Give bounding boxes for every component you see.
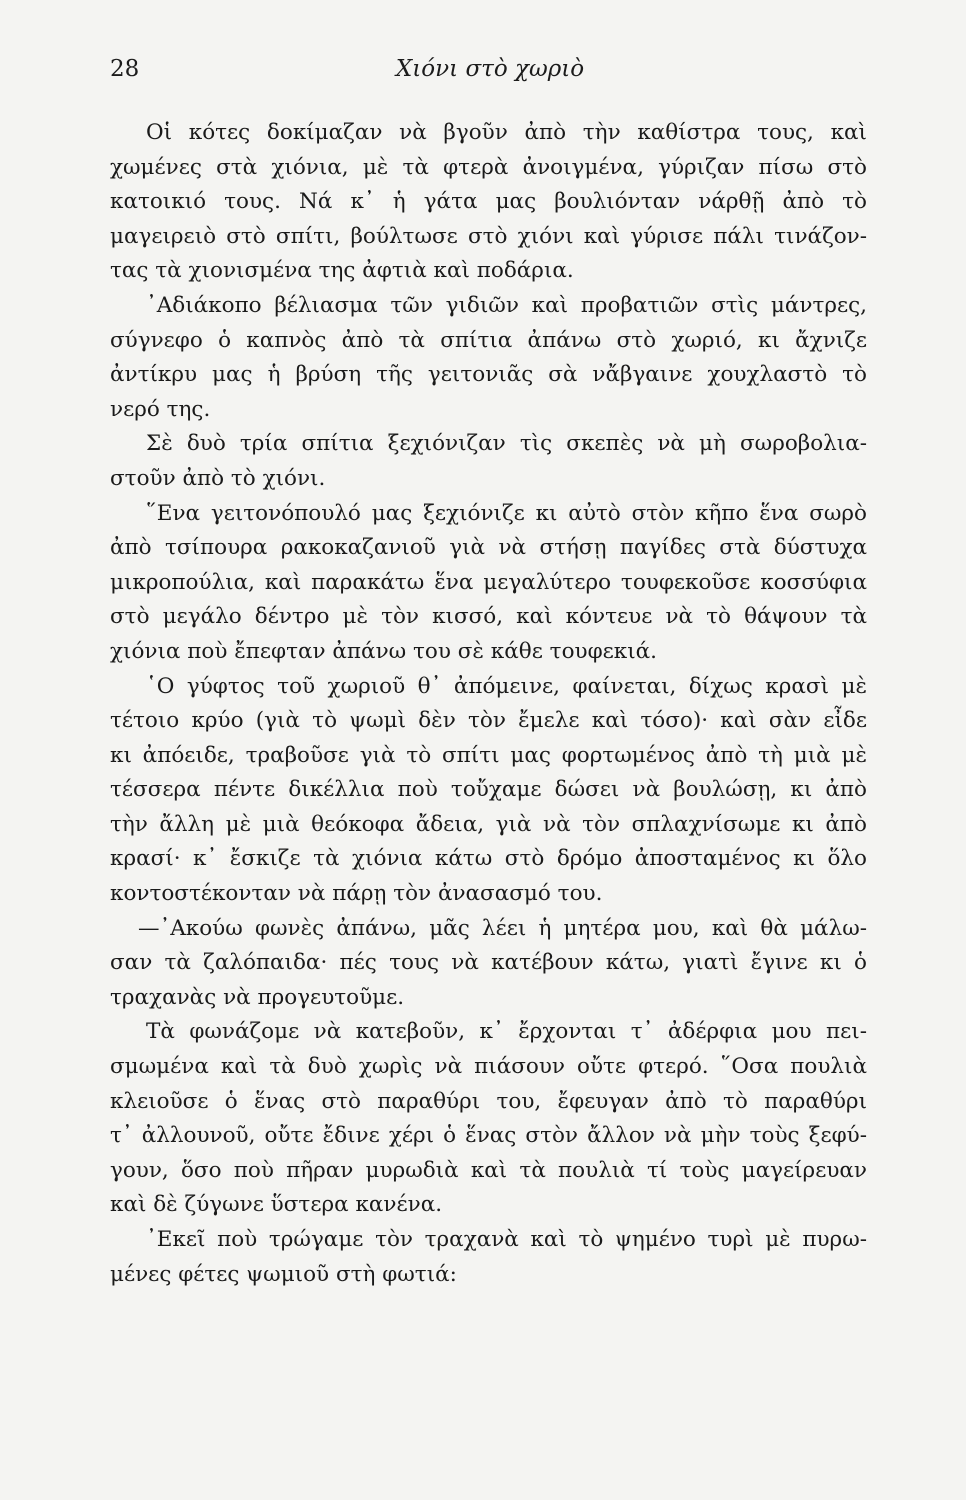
text-line: τ᾽ ἀλλουνοῦ, οὔτε ἔδινε χέρι ὁ ἕνας στὸν ἄλλον νὰ μὴν τοὺς ξεφύ- — [110, 1123, 867, 1149]
text-line: κατοικιό τους. Νά κ᾽ ἡ γάτα μας βουλιόνταν νάρθῇ ἀπὸ τὸ — [110, 189, 867, 215]
running-title: Χιόνι στὸ χωριὸ — [395, 56, 585, 82]
page-header — [110, 56, 870, 92]
text-line: σύγνεφο ὁ καπνὸς ἀπὸ τὰ σπίτια ἀπάνω στὸ χωριό, κι ἄχνιζε — [110, 327, 867, 353]
text-line: ἀπὸ τσίπουρα ρακοκαζανιοῦ γιὰ νὰ στήσῃ παγίδες στὰ δύστυχα — [110, 535, 867, 561]
text-line: γουν, ὅσο ποὺ πῆραν μυρωδιὰ καὶ τὰ πουλιὰ τί τοὺς μαγείρευαν — [110, 1157, 867, 1183]
text-line: κοντοστέκονταν νὰ πάρῃ τὸν ἀνασασμό του. — [110, 881, 603, 907]
text-line: χωμένες στὰ χιόνια, μὲ τὰ φτερὰ ἀνοιγμένα, γύριζαν πίσω στὸ — [110, 154, 867, 180]
text-line: κλειοῦσε ὁ ἕνας στὸ παραθύρι του, ἔφευγαν ἀπὸ τὸ παραθύρι — [110, 1088, 867, 1114]
text-line: ἀντίκρυ μας ἡ βρύση τῆς γειτονιᾶς σὰ νἄβγαινε χουχλαστὸ τὸ — [110, 362, 867, 388]
text-line: Οἱ κότες δοκίμαζαν νὰ βγοῦν ἀπὸ τὴν καθίστρα τους, καὶ — [146, 120, 867, 145]
text-line: τας τὰ χιονισμένα της ἀφτιὰ καὶ ποδάρια. — [110, 258, 574, 284]
page-number: 28 — [110, 56, 140, 82]
text-line: τέτοιο κρύο (γιὰ τὸ ψωμὶ δὲν τὸν ἔμελε καὶ τόσο)· καὶ σὰν εἶδε — [110, 708, 867, 734]
text-line: τέσσερα πέντε δικέλλια ποὺ τοὔχαμε δώσει νὰ βουλώσῃ, κι ἀπὸ — [110, 777, 867, 803]
text-line: ᾽Αδιάκοπο βέλιασμα τῶν γιδιῶν καὶ προβατιῶν στὶς μάντρες, — [146, 292, 867, 318]
text-line: ῞Ενα γειτονόπουλό μας ξεχιόνιζε κι αὐτὸ στὸν κῆπο ἕνα σωρὸ — [146, 500, 867, 526]
text-line: τραχανὰς νὰ προγευτοῦμε. — [110, 984, 405, 1010]
text-line: μένες φέτες ψωμιοῦ στὴ φωτιά: — [110, 1261, 457, 1287]
text-line: στὸ μεγάλο δέντρο μὲ τὸν κισσό, καὶ κόντευε νὰ τὸ θάψουν τὰ — [110, 604, 867, 630]
text-line: σμωμένα καὶ τὰ δυὸ χωρὶς νὰ πιάσουν οὔτε φτερό. ῞Οσα πουλιὰ — [110, 1054, 867, 1080]
text-line: μικροπούλια, καὶ παρακάτω ἕνα μεγαλύτερο τουφεκοῦσε κοσσύφια — [110, 569, 867, 595]
body-text — [110, 116, 867, 1292]
text-line: χιόνια ποὺ ἔπεφταν ἀπάνω του σὲ κάθε τουφεκιά. — [110, 638, 658, 664]
text-line: ᾽Εκεῖ ποὺ τρώγαμε τὸν τραχανὰ καὶ τὸ ψημένο τυρὶ μὲ πυρω- — [146, 1227, 867, 1252]
text-line: —᾽Ακούω φωνὲς ἀπάνω, μᾶς λέει ἡ μητέρα μου, καὶ θὰ μάλω- — [138, 915, 867, 941]
text-line: Σὲ δυὸ τρία σπίτια ξεχιόνιζαν τὶς σκεπὲς νὰ μὴ σωροβολια- — [146, 431, 867, 457]
text-line: σαν τὰ ζαλόπαιδα· πές τους νὰ κατέβουν κάτω, γιατὶ ἔγινε κι ὁ — [110, 950, 867, 976]
text-line: ῾Ο γύφτος τοῦ χωριοῦ θ᾽ ἀπόμεινε, φαίνεται, δίχως κρασὶ μὲ — [146, 673, 867, 699]
text-line: νερό της. — [110, 396, 211, 422]
text-line: τὴν ἄλλη μὲ μιὰ θεόκοφα ἄδεια, γιὰ νὰ τὸν σπλαχνίσωμε κι ἀπὸ — [110, 811, 867, 837]
text-line: κρασί· κ᾽ ἔσκιζε τὰ χιόνια κάτω στὸ δρόμο ἀποσταμένος κι ὅλο — [110, 846, 867, 872]
text-line: κι ἀπόειδε, τραβοῦσε γιὰ τὸ σπίτι μας φορτωμένος ἀπὸ τὴ μιὰ μὲ — [110, 742, 867, 768]
text-line: στοῦν ἀπὸ τὸ χιόνι. — [110, 465, 326, 491]
text-line: Τὰ φωνάζομε νὰ κατεβοῦν, κ᾽ ἔρχονται τ᾽ ἀδέρφια μου πει- — [146, 1019, 867, 1045]
text-line: καὶ δὲ ζύγωνε ὕστερα κανένα. — [110, 1192, 443, 1218]
text-line: μαγειρειὸ στὸ σπίτι, βούλτωσε στὸ χιόνι καὶ γύρισε πάλι τινάζον- — [110, 223, 867, 249]
